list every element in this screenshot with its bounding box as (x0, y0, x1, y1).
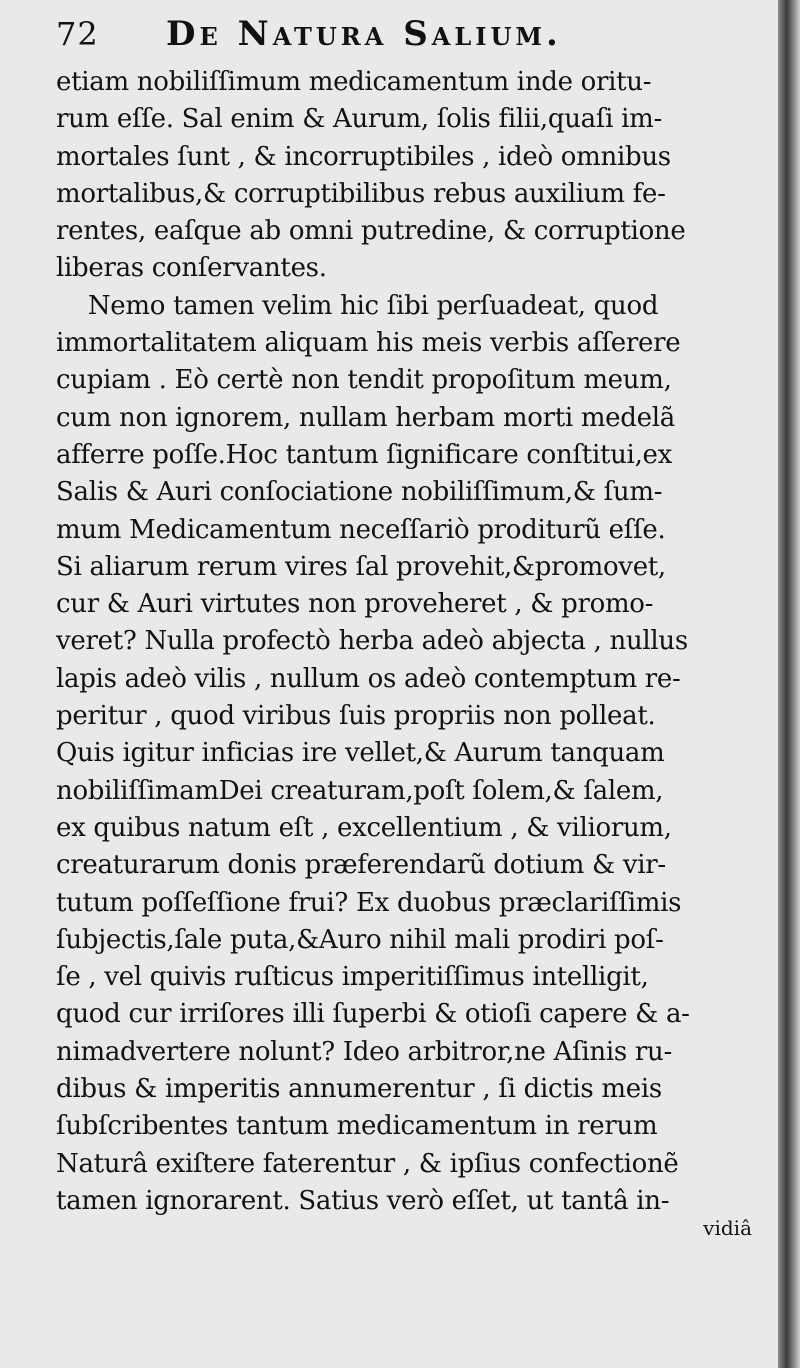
text-line: ſe , vel quivis ruſticus imperitiſſimus intelligit, (56, 962, 649, 993)
text-line: rentes, eaſque ab omni putredine, & corruptione (56, 216, 686, 247)
text-line: rum eſſe. Sal enim & Aurum, ſolis filii,quaſi im- (56, 104, 662, 135)
page-number: 72 (56, 15, 99, 53)
text-line: Quis igitur inficias ire vellet,& Aurum tanquam (56, 738, 665, 769)
text-line: Salis & Auri conſociatione nobiliſſimum,& ſum- (56, 477, 663, 508)
page-gutter-shadow (778, 0, 800, 1368)
text-line: ſubjectis,ſale puta,&Auro nihil mali prodiri poſ- (56, 924, 664, 955)
text-line: peritur , quod viribus ſuis propriis non polleat. (56, 701, 656, 732)
text-line: mortales ſunt , & incorruptibiles , ideò omnibus (56, 141, 671, 172)
text-line: quod cur irriſores illi ſuperbi & otioſi capere & a- (56, 999, 690, 1030)
text-line: Naturâ exiſtere faterentur , & ipſius confectionẽ (56, 1148, 679, 1179)
text-line: liberas conſervantes. (56, 253, 327, 284)
text-line: immortalitatem aliquam his meis verbis aſſerere (56, 328, 681, 359)
text-line: creaturarum donis præferendarũ dotium & vir- (56, 850, 666, 881)
text-line: dibus & imperitis annumerentur , ſi dictis meis (56, 1074, 662, 1105)
page-header (56, 14, 758, 64)
text-line: veret? Nulla profectò herba adeò abjecta , nullus (56, 626, 688, 657)
text-line: nimadvertere nolunt? Ideo arbitror,ne Aſinis ru- (56, 1036, 672, 1067)
text-line: tutum poſſeſſione frui? Ex duobus præclariſſimis (56, 887, 682, 918)
text-line: ex quibus natum eſt , excellentium , & viliorum, (56, 812, 672, 843)
text-line: ſubſcribentes tantum medicamentum in rerum (56, 1111, 658, 1142)
text-line: cur & Auri virtutes non proveheret , & promo- (56, 589, 654, 620)
text-line: cupiam . Eò certè non tendit propoſitum meum, (56, 365, 672, 396)
text-line: mum Medicamentum neceſſariò proditurũ eſſe. (56, 514, 666, 545)
running-title: De Natura Salium. (166, 14, 562, 54)
catchword: vidiâ (703, 1216, 752, 1241)
text-line: lapis adeò vilis , nullum os adeò contemptum re- (56, 663, 681, 694)
text-line: Nemo tamen velim hic ſibi perſuadeat, quod (56, 290, 659, 321)
text-line: mortalibus,& corruptibilibus rebus auxilium fe- (56, 178, 666, 209)
text-line: cum non ignorem, nullam herbam morti medelã (56, 402, 675, 433)
body-text (56, 64, 758, 1220)
text-line: nobiliſſimamDei creaturam,poſt ſolem,& ſalem, (56, 775, 664, 806)
text-line: etiam nobiliſſimum medicamentum inde oritu- (56, 67, 652, 97)
text-line: Si aliarum rerum vires ſal provehit,&promovet, (56, 551, 666, 582)
text-line: tamen ignorarent. Satius verò eſſet, ut tantâ in- (56, 1185, 670, 1216)
text-line: afferre poſſe.Hoc tantum ſignificare conſtitui,ex (56, 439, 672, 470)
